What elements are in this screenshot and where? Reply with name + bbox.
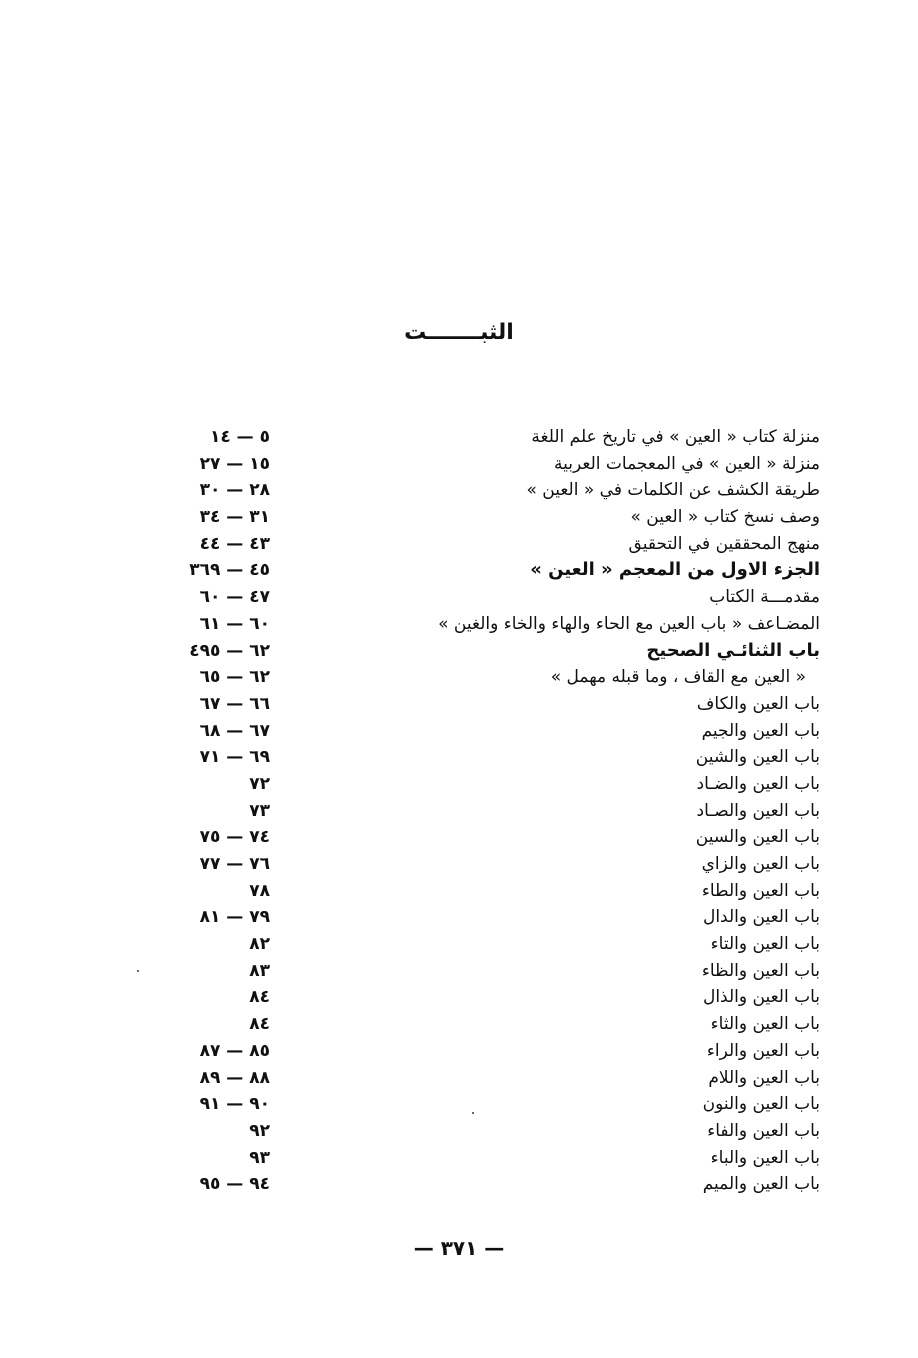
toc-entry-pages: ٤٧ — ٦٠ xyxy=(199,587,270,608)
toc-entry-pages: ٦٦ — ٦٧ xyxy=(199,693,270,714)
toc-entry-label: طريقة الكشف عن الكلمات في « العين » xyxy=(526,480,820,501)
toc-entry-label: باب العين والثاء xyxy=(710,1014,820,1035)
page-title: الثبـــــــت xyxy=(404,320,514,345)
toc-entry-label: باب العين والباء xyxy=(710,1147,820,1168)
toc-entry-pages: ٧٩ — ٨١ xyxy=(199,907,270,928)
toc-row xyxy=(170,1145,820,1172)
toc-row xyxy=(170,584,820,611)
toc-row xyxy=(170,1118,820,1145)
toc-entry-label: باب العين والجيم xyxy=(701,720,820,741)
toc-entry-label: باب العين والتاء xyxy=(710,934,820,955)
toc-row xyxy=(170,771,820,798)
table-of-contents xyxy=(170,424,820,1198)
toc-entry-pages: ٨٢ xyxy=(249,934,270,955)
toc-row xyxy=(170,611,820,638)
toc-entry-label: باب العين والدال xyxy=(702,907,820,928)
toc-entry-pages: ٨٣ xyxy=(249,960,270,981)
toc-entry-pages: ٧٣ xyxy=(249,800,270,821)
toc-section-heading: الجزء الاول من المعجم « العين » xyxy=(530,559,820,581)
toc-entry-pages: ٣١ — ٣٤ xyxy=(199,507,270,528)
toc-entry-label: منزلة « العين » في المعجمات العربية xyxy=(554,453,820,474)
toc-entry-pages: ٢٨ — ٣٠ xyxy=(199,480,270,501)
toc-row xyxy=(170,557,820,584)
toc-row xyxy=(170,958,820,985)
toc-entry-pages: ٨٨ — ٨٩ xyxy=(199,1067,270,1088)
toc-row xyxy=(170,878,820,905)
toc-row xyxy=(170,451,820,478)
toc-row xyxy=(170,531,820,558)
toc-entry-label: باب العين والشين xyxy=(695,747,820,768)
toc-entry-label: وصف نسخ كتاب « العين » xyxy=(630,507,820,528)
scan-speck xyxy=(472,1112,474,1114)
toc-row xyxy=(170,1171,820,1198)
toc-row xyxy=(170,504,820,531)
toc-entry-pages: ٧٨ xyxy=(249,880,270,901)
toc-row xyxy=(170,718,820,745)
toc-entry-label: باب العين والصـاد xyxy=(696,800,820,821)
toc-entry-pages: ٦٢ — ٦٥ xyxy=(199,667,270,688)
toc-entry-pages: ٧٦ — ٧٧ xyxy=(199,854,270,874)
toc-entry-pages: ٨٤ xyxy=(249,1014,270,1035)
toc-entry-label: باب العين والزاي xyxy=(701,854,820,874)
toc-row xyxy=(170,984,820,1011)
toc-row xyxy=(170,691,820,718)
toc-row xyxy=(170,798,820,825)
toc-entry-pages: ٧٢ xyxy=(249,773,270,794)
toc-entry-label: باب العين والكاف xyxy=(696,693,820,714)
toc-row xyxy=(170,1091,820,1118)
toc-row xyxy=(170,424,820,451)
toc-entry-label: باب العين والسين xyxy=(695,827,820,848)
page-number: — ٣٧١ — xyxy=(413,1236,505,1260)
toc-entry-label: باب العين والذال xyxy=(702,987,820,1008)
toc-row xyxy=(170,851,820,878)
toc-entry-label: باب العين واللام xyxy=(708,1067,820,1088)
toc-row xyxy=(170,931,820,958)
toc-row xyxy=(170,744,820,771)
toc-entry-pages: ٦٢ — ٤٩٥ xyxy=(189,640,270,661)
toc-entry-pages: ٩٠ — ٩١ xyxy=(199,1094,270,1115)
toc-section-heading: باب الثنائـي الصحيح xyxy=(646,639,820,661)
toc-row xyxy=(170,477,820,504)
toc-entry-label: باب العين والطاء xyxy=(701,880,820,901)
toc-entry-label: « العين مع القاف ، وما قبله مهمل » xyxy=(550,667,806,688)
scan-speck xyxy=(137,970,139,972)
toc-entry-pages: ٦٩ — ٧١ xyxy=(199,747,270,768)
toc-entry-label: باب العين والظاء xyxy=(701,960,820,981)
toc-entry-pages: ٩٤ — ٩٥ xyxy=(199,1174,270,1195)
toc-row xyxy=(170,664,820,691)
toc-entry-label: مقدمـــة الكتاب xyxy=(709,587,820,608)
toc-row xyxy=(170,638,820,665)
toc-row xyxy=(170,1011,820,1038)
toc-row xyxy=(170,1065,820,1092)
toc-entry-pages: ٥ — ١٤ xyxy=(210,427,270,447)
toc-entry-label: باب العين والميم xyxy=(702,1174,820,1195)
toc-entry-pages: ٤٣ — ٤٤ xyxy=(199,533,270,554)
toc-entry-pages: ٤٥ — ٣٦٩ xyxy=(189,560,270,581)
toc-entry-pages: ٩٢ xyxy=(249,1120,270,1141)
toc-row xyxy=(170,824,820,851)
toc-entry-label: باب العين والفاء xyxy=(707,1120,820,1141)
toc-entry-label: باب العين والنون xyxy=(702,1094,820,1115)
toc-entry-pages: ٨٤ xyxy=(249,987,270,1008)
toc-entry-label: باب العين والراء xyxy=(706,1040,820,1061)
toc-entry-label: منزلة كتاب « العين » في تاريخ علم اللغة xyxy=(531,427,820,447)
toc-entry-label: منهج المحققين في التحقيق xyxy=(628,533,820,554)
toc-row xyxy=(170,904,820,931)
toc-entry-pages: ٧٤ — ٧٥ xyxy=(199,827,270,848)
toc-entry-pages: ٩٣ xyxy=(249,1147,270,1168)
toc-entry-pages: ٦٠ — ٦١ xyxy=(199,613,270,634)
toc-entry-label: المضـاعف « باب العين مع الحاء والهاء والخاء والغين » xyxy=(438,613,820,634)
toc-entry-pages: ٨٥ — ٨٧ xyxy=(199,1040,270,1061)
toc-row xyxy=(170,1038,820,1065)
toc-entry-pages: ٦٧ — ٦٨ xyxy=(199,720,270,741)
toc-entry-pages: ١٥ — ٢٧ xyxy=(199,453,270,474)
toc-entry-label: باب العين والضـاد xyxy=(696,773,820,794)
